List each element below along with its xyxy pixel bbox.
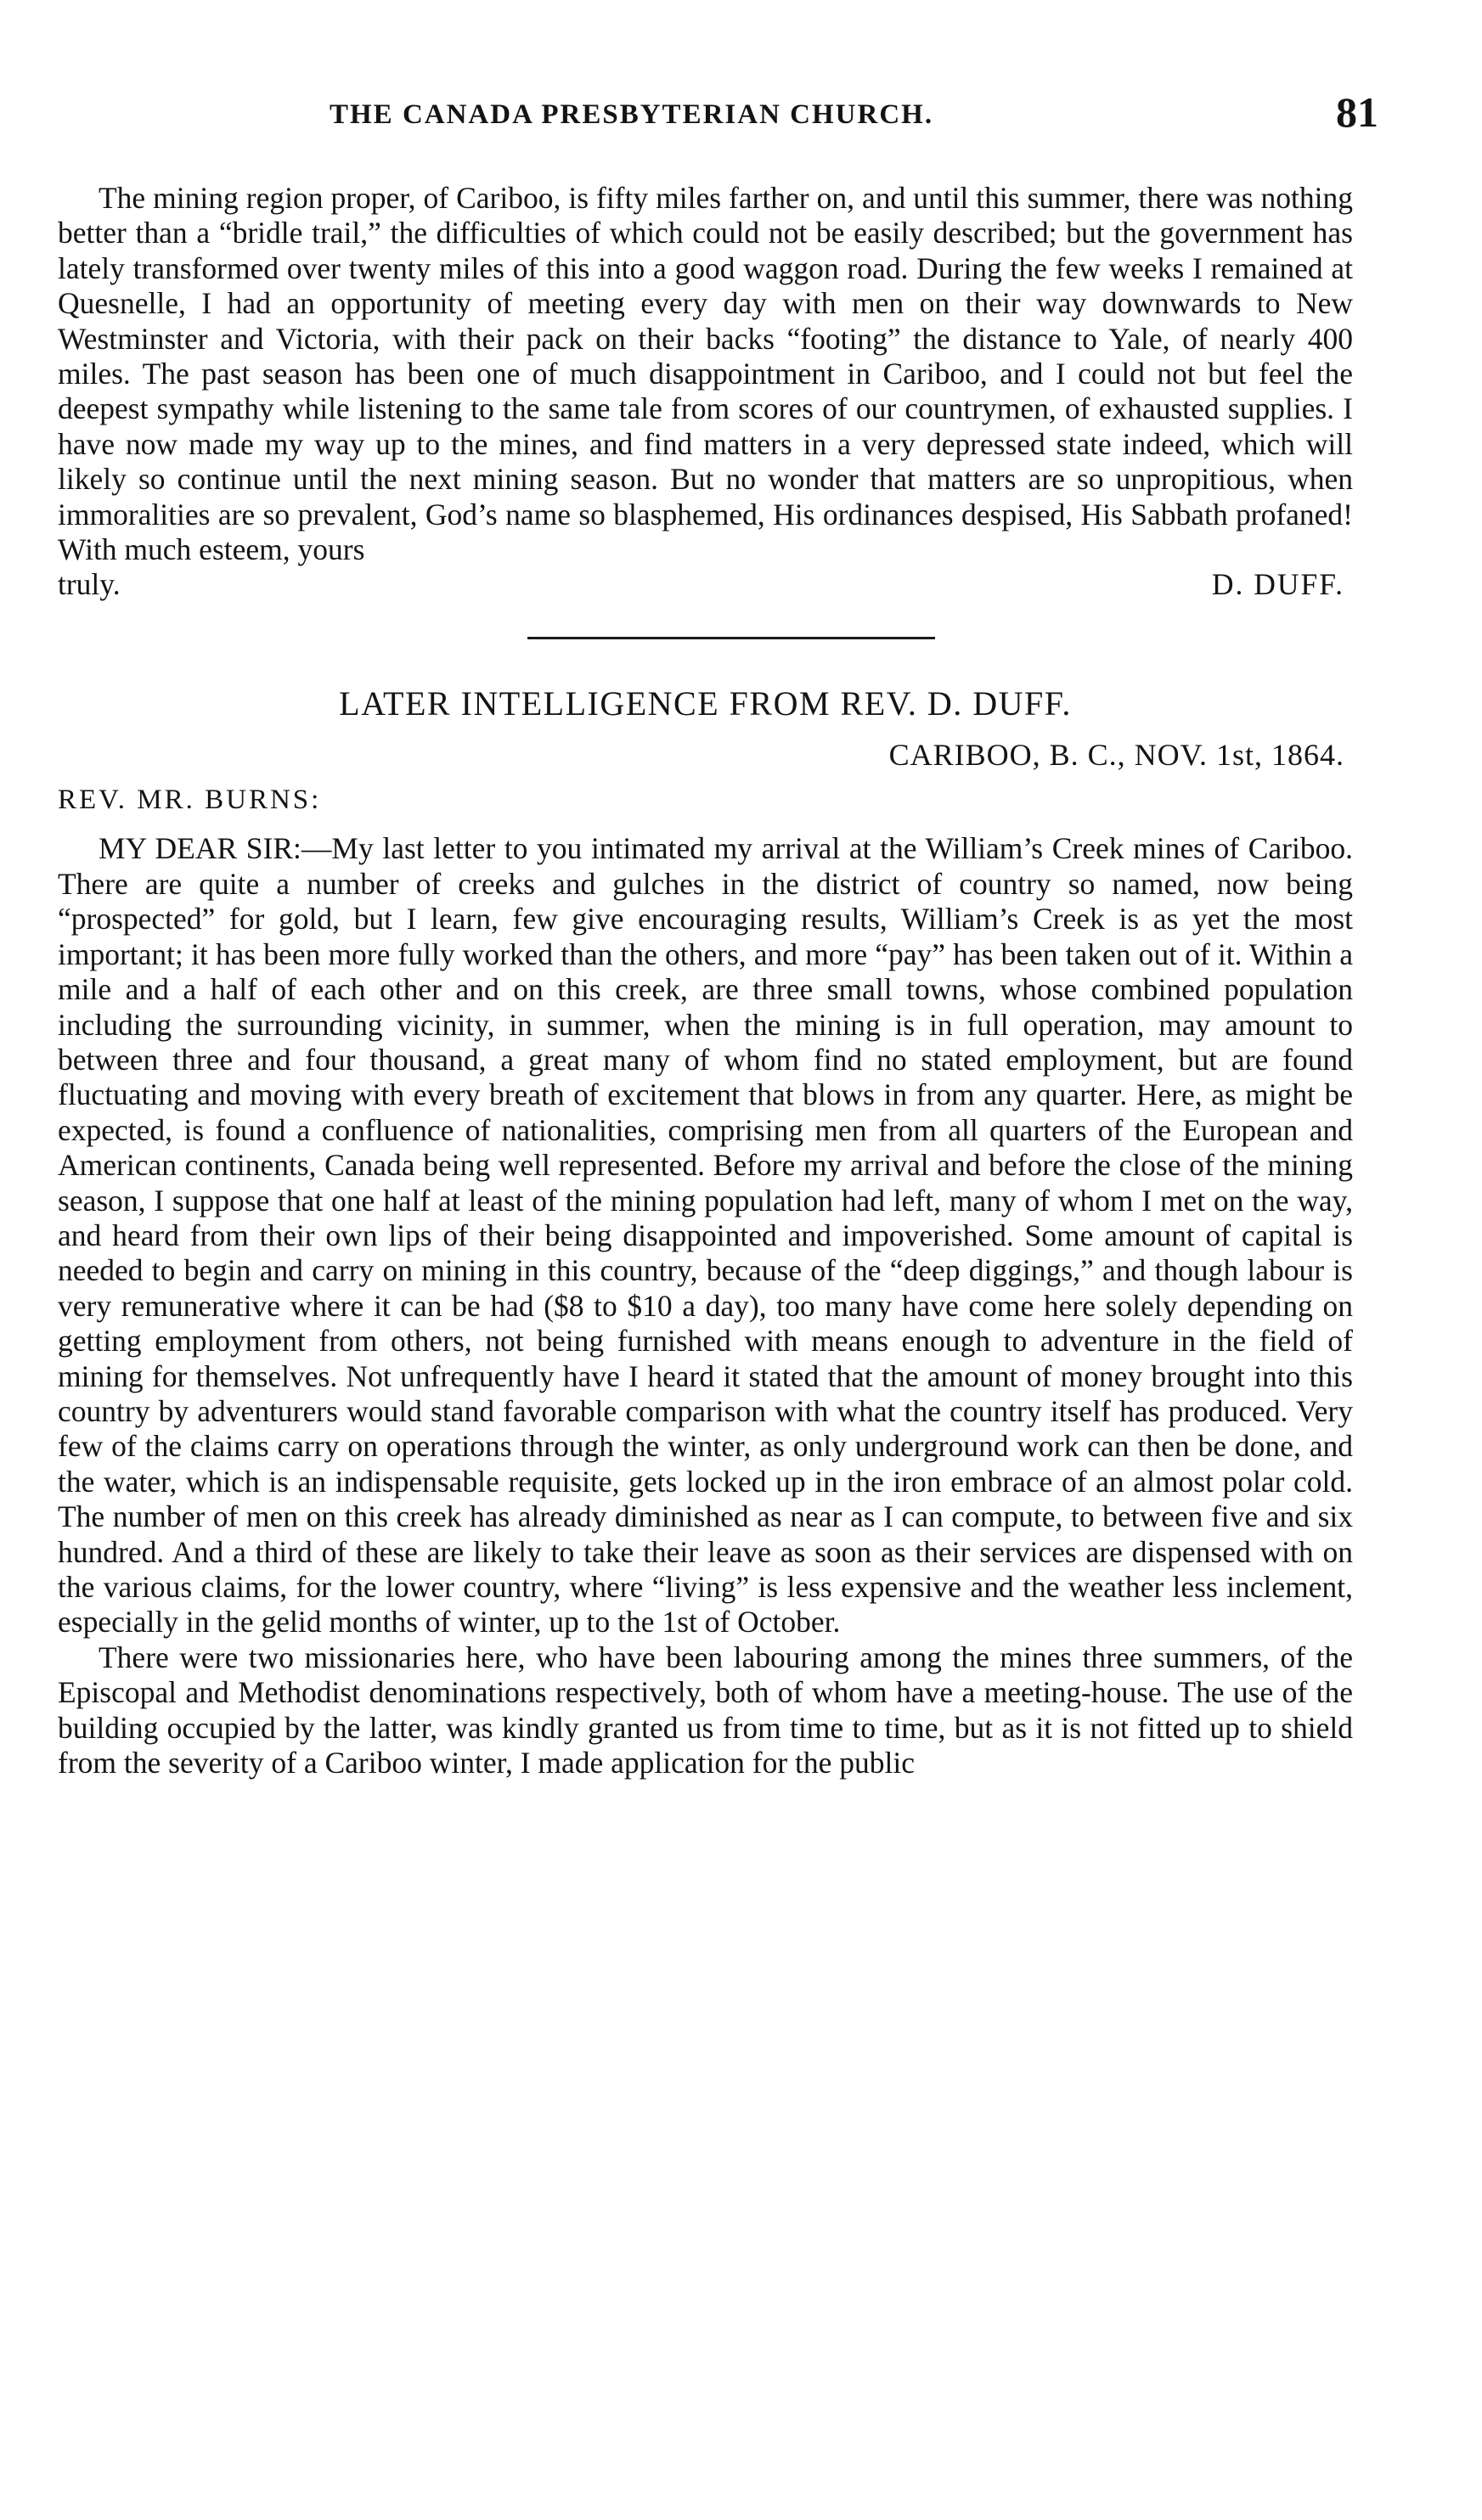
page-number: 81 <box>1336 88 1378 136</box>
section-title: LATER INTELLIGENCE FROM REV. D. DUFF. <box>339 684 1072 723</box>
letter-closing <box>58 567 1353 603</box>
section-divider <box>527 637 935 639</box>
running-title: THE CANADA PRESBYTERIAN CHURCH. <box>330 99 934 130</box>
opening-paragraph: The mining region proper, of Cariboo, is fifty miles farther on, and until this summer, there was nothing better than a “bridle trail,” the difficulties of which could not be easily described; but the government has lately transformed over twenty miles of this into a good waggon road. During the few weeks I remained at Quesnelle, I had an opportunity of meeting every day with men on their way downwards to New Westminster and Victoria, with their pack on their backs “footing” the distance to Yale, of nearly 400 miles. The past season has been one of much disappointment in Cariboo, and I could not but feel the deepest sympathy while listening to the same tale from scores of our countrymen, of exhausted supplies. I have now made my way up to the mines, and find matters in a very depressed state indeed, which will likely so continue until the next mining season. But no wonder that matters are so unpropitious, when immoralities are so prevalent, God’s name so blasphemed, His ordinances despised, His Sabbath profaned! With much esteem, yours <box>58 181 1353 567</box>
salutation: REV. MR. BURNS: <box>58 785 322 816</box>
running-header <box>58 81 1378 149</box>
closing-word: truly. <box>58 567 121 602</box>
document-page <box>58 81 1378 1780</box>
letter-paragraph-2: There were two missionaries here, who have been labouring among the mines three summers, of the Episcopal and Methodist denominations respectively, both of whom have a meeting-house. The use of the building occupied by the latter, was kindly granted us from time to time, but as it is not fitted up to shield from the severity of a Cariboo winter, I made application for the public <box>58 1640 1353 1780</box>
dateline: CARIBOO, B. C., NOV. 1st, 1864. <box>888 738 1344 773</box>
signature: D. DUFF. <box>1211 567 1344 602</box>
letter-paragraph-1: MY DEAR SIR:—My last letter to you intimated my arrival at the William’s Creek mines of Cariboo. There are quite a number of creeks and gulches in the district of country so named, now being “prospected” for gold, but I learn, few give encouraging results, William’s Creek is as yet the most important; it has been more fully worked than the others, and more “pay” has been taken out of it. Within a mile and a half of each other and on this creek, are three small towns, whose combined population including the surrounding vicinity, in summer, when the mining is in full operation, may amount to between three and four thousand, a great many of whom find no stated employment, but are found fluctuating and moving with every breath of excitement that blows in from any quarter. Here, as might be expected, is found a confluence of nationalities, comprising men from all quarters of the European and American continents, Canada being well represented. Before my arrival and before the close of the mining season, I suppose that one half at least of the mining population had left, many of whom I met on the way, and heard from their own lips of their being disappointed and impoverished. Some amount of capital is needed to begin and carry on mining in this country, because of the “deep diggings,” and though labour is very remunerative where it can be had ($8 to $10 a day), too many have come here solely depending on getting employment from others, not being furnished with means enough to adventure in the field of mining for themselves. Not unfrequently have I heard it stated that the amount of money brought into this country by adventurers would stand favorable comparison with what the country itself has produced. Very few of the claims carry on operations through the winter, as only underground work can then be done, and the water, which is an indispensable requisite, gets locked up in the iron embrace of an almost polar cold. The number of men on this creek has already diminished as near as I can compute, to between five and six hundred. And a third of these are likely to take their leave as soon as their services are dispensed with on the various claims, for the lower country, where “living” is less expensive and the weather less inclement, especially in the gelid months of winter, up to the 1st of October. <box>58 831 1353 1640</box>
